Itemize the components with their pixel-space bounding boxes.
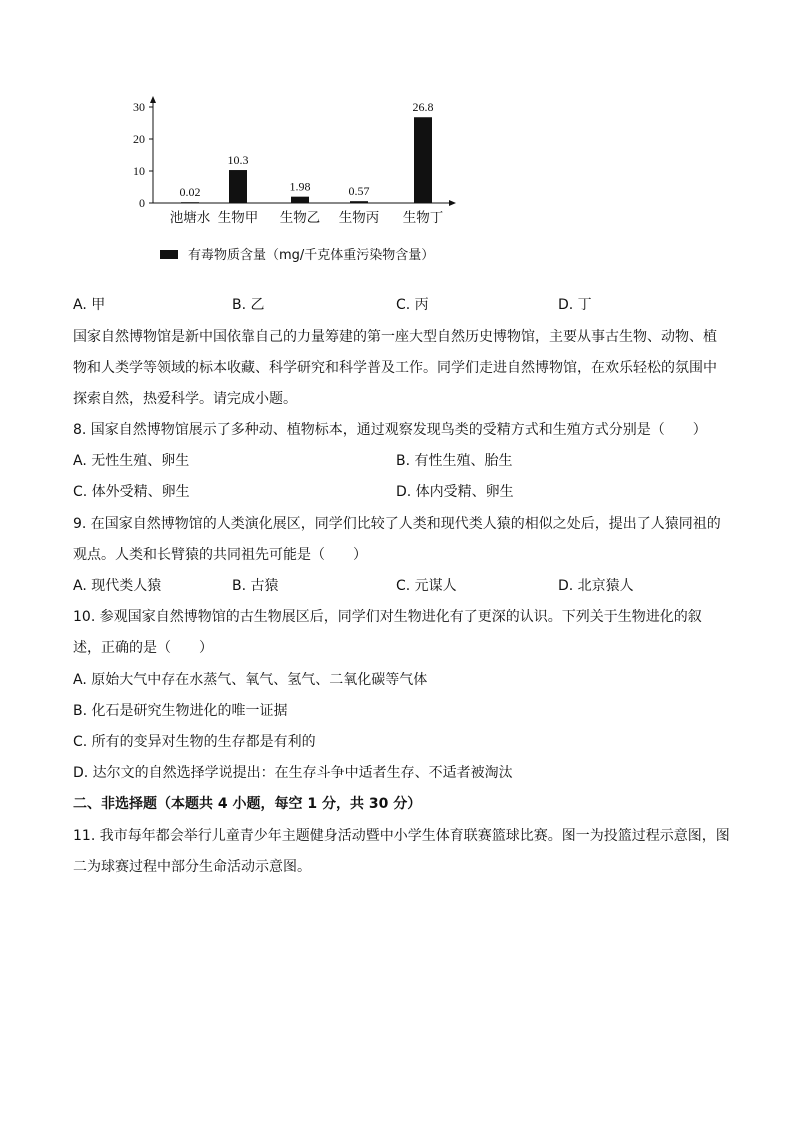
q8-stem: 8. 国家自然博物馆展示了多种动、植物标本，通过观察发现鸟类的受精方式和生殖方式分别是（ ） (73, 422, 707, 438)
q8-option-a[interactable]: A. 无性生殖、卵生 (73, 453, 190, 469)
passage-line: 探索自然，热爱科学。请完成小题。 (73, 391, 297, 407)
q9-stem-line: 观点。人类和长臂猿的共同祖先可能是（ ） (73, 547, 367, 563)
q8-option-c[interactable]: C. 体外受精、卵生 (73, 484, 190, 500)
bar (350, 201, 368, 203)
y-tick-label: 10 (133, 164, 145, 178)
section-heading: 二、非选择题（本题共 4 小题，每空 1 分，共 30 分） (73, 796, 422, 812)
q9-option-d[interactable]: D. 北京猿人 (558, 578, 634, 594)
q10-option-d[interactable]: D. 达尔文的自然选择学说提出：在生存斗争中适者生存、不适者被淘汰 (73, 765, 513, 781)
q7-option-c[interactable]: C. 丙 (396, 297, 429, 313)
bar (291, 197, 309, 203)
data-label: 0.02 (179, 185, 201, 200)
legend-label: 有毒物质含量（mg/千克体重污染物含量） (188, 248, 435, 263)
q11-stem-line: 二为球赛过程中部分生命活动示意图。 (73, 859, 311, 875)
chart-svg (120, 95, 480, 275)
category-label: 池塘水 (169, 210, 211, 226)
category-label: 生物丙 (338, 210, 380, 226)
q8-option-d[interactable]: D. 体内受精、卵生 (396, 484, 514, 500)
passage-line: 物和人类学等领域的标本收藏、科学研究和科学普及工作。同学们走进自然博物馆，在欢乐轻松的氛围中 (73, 360, 717, 376)
bar (229, 170, 247, 203)
category-label: 生物乙 (279, 210, 321, 226)
q7-option-d[interactable]: D. 丁 (558, 297, 592, 313)
q10-stem-line: 述，正确的是（ ） (73, 640, 213, 656)
q10-option-c[interactable]: C. 所有的变异对生物的生存都是有利的 (73, 734, 316, 750)
category-label: 生物丁 (402, 210, 444, 226)
y-tick-label: 0 (139, 196, 145, 210)
y-axis-arrow (150, 96, 156, 103)
legend-swatch (160, 250, 178, 259)
q10-option-a[interactable]: A. 原始大气中存在水蒸气、氧气、氢气、二氧化碳等气体 (73, 672, 428, 688)
data-label: 0.57 (348, 184, 370, 199)
toxin-bar-chart (120, 95, 480, 275)
data-label: 26.8 (412, 100, 434, 115)
q8-option-b[interactable]: B. 有性生殖、胎生 (396, 453, 513, 469)
bar (414, 117, 432, 203)
data-label: 10.3 (227, 153, 249, 168)
y-tick-label: 20 (133, 132, 145, 146)
q9-option-a[interactable]: A. 现代类人猿 (73, 578, 162, 594)
q9-option-b[interactable]: B. 古猿 (232, 578, 279, 594)
q10-option-b[interactable]: B. 化石是研究生物进化的唯一证据 (73, 703, 288, 719)
q9-stem-line: 9. 在国家自然博物馆的人类演化展区，同学们比较了人类和现代类人猿的相似之处后，提出了人猿同祖的 (73, 516, 721, 532)
bar (181, 202, 199, 203)
q7-option-b[interactable]: B. 乙 (232, 297, 265, 313)
passage-line: 国家自然博物馆是新中国依靠自己的力量筹建的第一座大型自然历史博物馆，主要从事古生物、动物、植 (73, 329, 717, 345)
q11-stem-line: 11. 我市每年都会举行儿童青少年主题健身活动暨中小学生体育联赛篮球比赛。图一为投篮过程示意图，图 (73, 828, 730, 844)
category-label: 生物甲 (217, 210, 259, 226)
y-tick-label: 30 (133, 100, 145, 114)
data-label: 1.98 (289, 179, 311, 194)
q9-option-c[interactable]: C. 元谋人 (396, 578, 457, 594)
x-axis-arrow (449, 200, 456, 206)
q10-stem-line: 10. 参观国家自然博物馆的古生物展区后，同学们对生物进化有了更深的认识。下列关于生物进化的叙 (73, 609, 702, 625)
q7-option-a[interactable]: A. 甲 (73, 297, 106, 313)
